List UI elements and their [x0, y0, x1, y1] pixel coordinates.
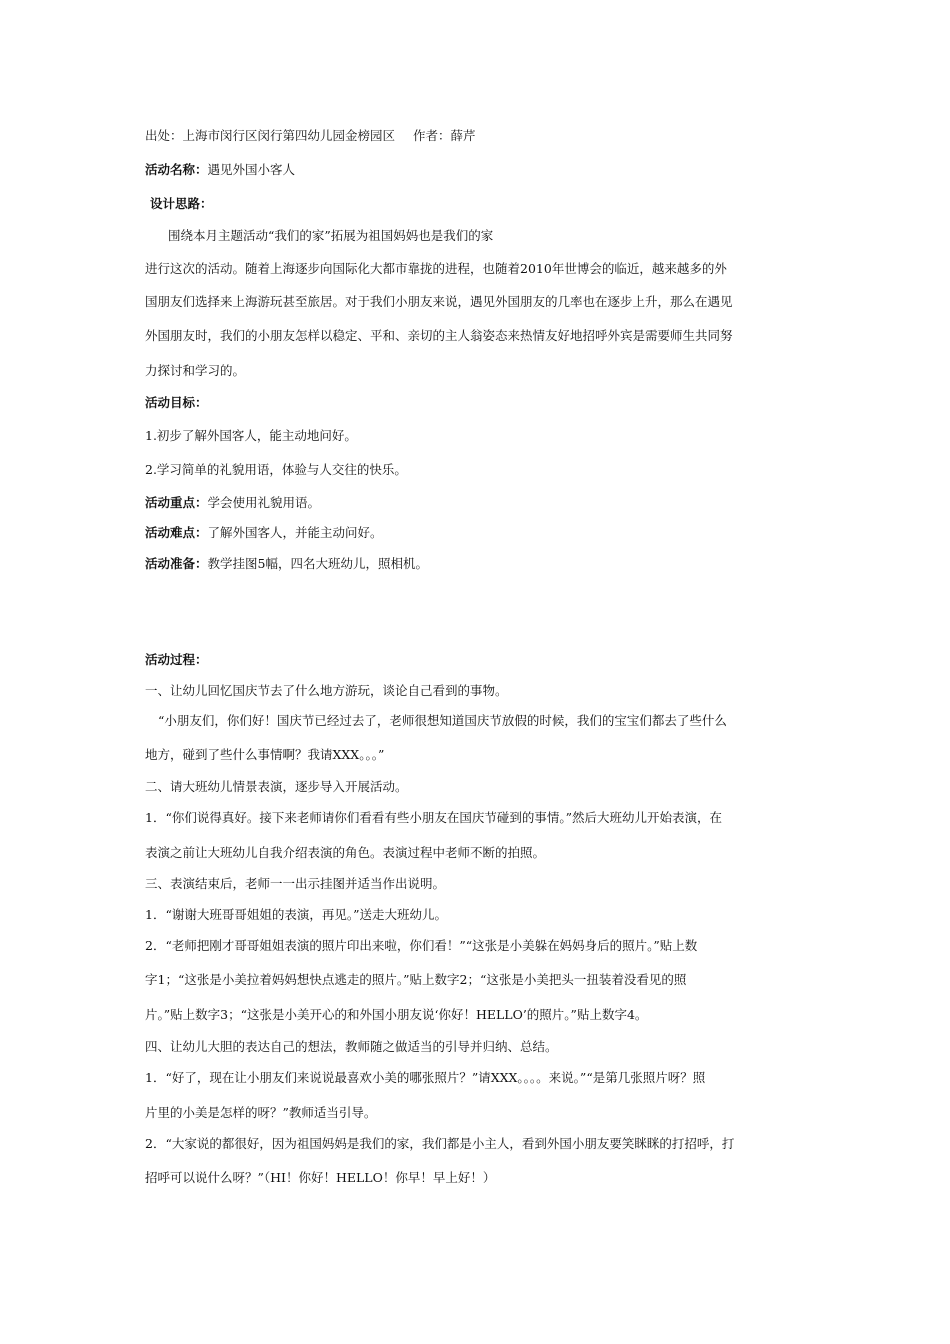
preparation-label: 活动准备： [145, 556, 208, 571]
key-point-line [145, 494, 320, 512]
process-label-text: 活动过程： [145, 652, 208, 667]
design-label [150, 195, 213, 213]
author-text: 薛芹 [450, 128, 476, 143]
source-label: 出处： [145, 128, 183, 143]
process-line-7: 1．“谢谢大班哥哥姐姐的表演，再见。”送走大班幼儿。 [145, 907, 447, 922]
design-line-1: 进行这次的活动。随着上海逐步向国际化大都市靠拢的进程，也随着2010年世博会的临近，越来越多的外 [145, 261, 727, 276]
difficulty-text: 了解外国客人，并能主动问好。 [207, 525, 383, 540]
goals-label [145, 394, 208, 412]
goal-item-1: 2.学习简单的礼貌用语，体验与人交往的快乐。 [145, 462, 407, 477]
goals-label-text: 活动目标： [145, 395, 208, 410]
process-line-5: 表演之前让大班幼儿自我介绍表演的角色。表演过程中老师不断的拍照。 [145, 845, 546, 860]
design-line-0: 围绕本月主题活动“我们的家”拓展为祖国妈妈也是我们的家 [168, 228, 494, 243]
process-line-15: 招呼可以说什么呀？”（HI！你好！HELLO！你早！早上好！） [145, 1170, 496, 1185]
design-line-4: 力探讨和学习的。 [145, 363, 246, 378]
difficulty-line [145, 524, 383, 542]
preparation-line [145, 555, 428, 573]
activity-name-text: 遇见外国小客人 [207, 162, 296, 177]
activity-name-line [145, 161, 295, 179]
process-line-12: 1．“好了，现在让小朋友们来说说最喜欢小美的哪张照片？”请XXX。。。。来说。”“是第几张照片呀？照 [145, 1070, 706, 1085]
key-point-text: 学会使用礼貌用语。 [207, 495, 321, 510]
design-line-2: 国朋友们选择来上海游玩甚至旅居。对于我们小朋友来说，遇见外国朋友的几率也在逐步上升，那么在遇见 [145, 294, 733, 309]
source-text: 上海市闵行区闵行第四幼儿园金榜园区 [182, 128, 396, 143]
process-line-10: 片。”贴上数字3；“这张是小美开心的和外国小朋友说‘你好！HELLO’的照片。”贴上数字4。 [145, 1007, 648, 1022]
process-line-3: 二、请大班幼儿情景表演，逐步导入开展活动。 [145, 779, 408, 794]
goal-item-0: 1.初步了解外国客人，能主动地问好。 [145, 428, 357, 443]
process-line-2: 地方，碰到了些什么事情啊？我请XXX。。。” [145, 747, 385, 762]
process-line-0: 一、让幼儿回忆国庆节去了什么地方游玩，谈论自己看到的事物。 [145, 683, 508, 698]
activity-name-label: 活动名称： [145, 162, 208, 177]
process-line-13: 片里的小美是怎样的呀？”教师适当引导。 [145, 1105, 377, 1120]
process-line-4: 1．“你们说得真好。接下来老师请你们看看有些小朋友在国庆节碰到的事情。”然后大班幼儿开始表演，在 [145, 810, 722, 825]
process-line-1: “小朋友们，你们好！国庆节已经过去了，老师很想知道国庆节放假的时候，我们的宝宝们都去了些什么 [158, 713, 727, 728]
design-line-3: 外国朋友时，我们的小朋友怎样以稳定、平和、亲切的主人翁姿态来热情友好地招呼外宾是需要师生共同努 [145, 328, 733, 343]
process-line-11: 四、让幼儿大胆的表达自己的想法，教师随之做适当的引导并归纳、总结。 [145, 1039, 558, 1054]
process-line-6: 三、表演结束后，老师一一出示挂图并适当作出说明。 [145, 876, 446, 891]
process-label [145, 651, 208, 669]
process-line-9: 字1；“这张是小美拉着妈妈想快点逃走的照片。”贴上数字2；“这张是小美把头一扭装着没看见的照 [145, 972, 687, 987]
process-line-14: 2．“大家说的都很好，因为祖国妈妈是我们的家，我们都是小主人，看到外国小朋友要笑眯眯的打招呼，打 [145, 1136, 735, 1151]
author-label: 作者： [413, 128, 451, 143]
source-line [145, 127, 476, 145]
difficulty-label: 活动难点： [145, 525, 208, 540]
design-label-text: 设计思路： [150, 196, 213, 211]
preparation-text: 教学挂图5幅，四名大班幼儿，照相机。 [207, 556, 428, 571]
key-point-label: 活动重点： [145, 495, 208, 510]
process-line-8: 2．“老师把刚才哥哥姐姐表演的照片印出来啦，你们看！”“这张是小美躲在妈妈身后的照片。”贴上数 [145, 938, 698, 953]
